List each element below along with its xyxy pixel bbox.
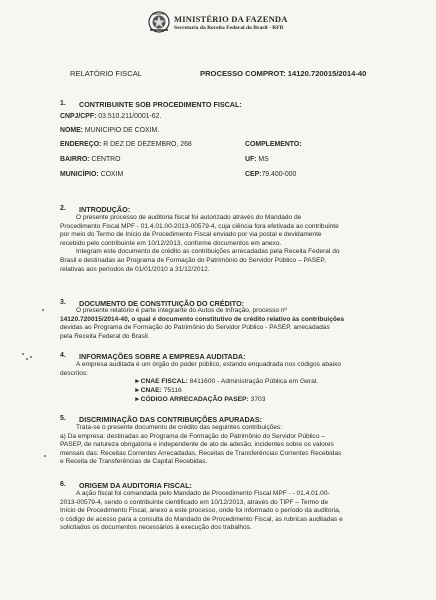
section-3-number: 3. [60,299,66,306]
report-title: RELATÓRIO FISCAL [70,69,143,78]
codigo-label: ►CÓDIGO ARRECADAÇÃO PASEP: [134,396,249,403]
nome-row [60,127,159,134]
nome-label: NOME: [60,127,83,134]
paragraph-line: a) Da empresa: destinadas ao Programa de Formação do Patrimônio do Servidor Público – [60,432,325,440]
cnae-item [134,387,182,394]
paragraph-line: devidas ao Programa de Formação do Patrimônio do Servidor Público - PASEP, arrecadadas [60,324,330,332]
paragraph-line: 14120.720015/2014-40, o qual é documento constitutivo de crédito relativo às contribuições [60,315,345,323]
paragraph-line: Integram este documento de crédito as contribuições arrecadadas pela Receita Federal do [76,248,340,256]
section-1-number: 1. [60,100,66,107]
cnpj-row [60,113,161,120]
section-6-title: ORIGEM DA AUDITORIA FISCAL: [79,481,192,490]
paragraph-line: O presente relatório é parte integrante do Autos de Infração, processo nº [76,307,287,314]
bairro-label: BAIRRO: [60,156,90,163]
paragraph-line: pela Receita Federal do Brasil. [60,332,150,340]
section-1-title: CONTRIBUINTE SOB PROCEDIMENTO FISCAL: [79,100,242,109]
municipio-value: COXIM [100,171,124,178]
section-4-body [60,361,390,378]
section-5-body [60,424,390,467]
codigo-arrecadacao-item [134,396,266,403]
coat-of-arms-icon [148,11,170,33]
scan-speck [42,309,44,311]
section-5-number: 5. [60,415,66,422]
scan-speck [44,455,46,457]
paragraph-line: Início de Procedimento Fiscal, anexo a este processo, onde foi informado o período da auditoria, [60,507,341,515]
scan-speck [30,356,32,358]
bairro-value: CENTRO [91,156,121,163]
uf-value: MS [258,156,269,163]
cep-value: 79.400-000 [261,171,297,178]
organization-block [174,14,288,31]
cep-label: CEP: [245,171,262,178]
section-6-body [60,490,392,533]
paragraph-line: Procedimento Fiscal MPF - 01.4.01.00-2013-00579-4, cuja ciência fora efetivada ao contribuinte [60,222,339,230]
paragraph-line: solicitados os documentos necessários à execução dos trabalhos. [60,524,252,532]
uf-label: UF: [245,156,257,163]
paragraph-line: Brasil e destinadas ao Programa de Formação do Patrimônio do Servidor Público – PASEP, [60,256,326,264]
section-4-number: 4. [60,352,66,359]
complemento-label: COMPLEMENTO: [245,141,302,148]
codigo-value: 3703 [250,396,266,403]
paragraph-line: PASEP, de natureza obrigatória e independente de ato de adesão, incidentes sobre os valores [60,441,334,449]
nome-value: MUNICIPIO DE COXIM. [84,127,160,134]
section-2-title: INTRODUÇÃO: [79,205,131,214]
paragraph-line: recebido pelo contribuinte em 10/12/2013, conforme documentos em anexo. [60,239,282,247]
bairro-row [60,156,121,163]
endereco-label: ENDEREÇO: [60,141,102,148]
cnae-value: 75116 [163,387,182,394]
paragraph-line: 2013-00579-4, sendo o contribuinte cientificado em 10/12/2013, através do TIPF – Termo de [60,498,328,506]
complemento-row [245,141,302,148]
paragraph-line: o código de acesso para a consulta do Mandado de Procedimento Fiscal, as rubricas auditadas e [60,515,343,523]
cnpj-value: 03.510.211/0001-62. [98,113,162,120]
ministry-name: MINISTÉRIO DA FAZENDA [174,14,288,24]
cnae-fiscal-value: 8411600 - Administração Pública em Geral. [189,378,319,385]
section-2-body [60,214,386,274]
endereco-row [60,141,192,148]
section-5-title: DISCRIMINAÇÃO DAS CONTRIBUIÇÕES APURADAS: [79,415,263,424]
section-3-body [60,307,390,341]
cnae-label: ►CNAE: [134,387,162,394]
section-3-title: DOCUMENTO DE CONSTITUIÇÃO DO CRÉDITO: [79,299,245,308]
secretariat-name: Secretaria da Receita Federal do Brasil - RFB [174,25,284,31]
cnae-fiscal-label: ►CNAE FISCAL: [134,378,188,385]
cnae-fiscal-item [134,378,318,385]
endereco-value: R DEZ DE DEZEMBRO, 268 [103,141,192,148]
municipio-label: MUNICÍPIO: [60,171,99,178]
scan-speck [26,358,28,360]
uf-row [245,156,269,163]
municipio-row [60,171,123,178]
paragraph-line: relativas aos períodos de 01/01/2010 a 31/12/2012. [60,265,210,273]
paragraph-line: A ação fiscal foi comandada pelo Mandado de Procedimento Fiscal MPF - - 01.4.01.00- [76,490,330,497]
paragraph-line: e Receita de Transferências de Capital Recebidas. [60,458,208,466]
section-4-title: INFORMAÇÕES SOBRE A EMPRESA AUDITADA: [79,352,246,361]
scan-speck [22,353,24,355]
paragraph-line: A empresa auditada é um órgão do poder público, estando enquadrada nos códigos abaixo [76,361,341,368]
paragraph-line: Trata-se o presente documento de crédito das seguintes contribuições: [76,424,283,431]
paragraph-line: mensais das: Receitas Correntes Arrecadadas, Receitas de Transferências Correntes Recebidas [60,449,342,457]
paragraph-line: O presente processo de auditoria fiscal foi autorizado através do Mandado de [76,214,302,221]
cep-row [245,171,296,178]
paragraph-line: descritos: [60,369,89,377]
section-2-number: 2. [60,205,66,212]
section-6-number: 6. [60,481,66,488]
cnpj-label: CNPJ/CPF: [60,113,97,120]
paragraph-line: por meio do Termo de Início de Procedimento Fiscal enviado por via postal e devidamente [60,231,322,239]
process-number: PROCESSO COMPROT: 14120.720015/2014-40 [200,69,367,78]
